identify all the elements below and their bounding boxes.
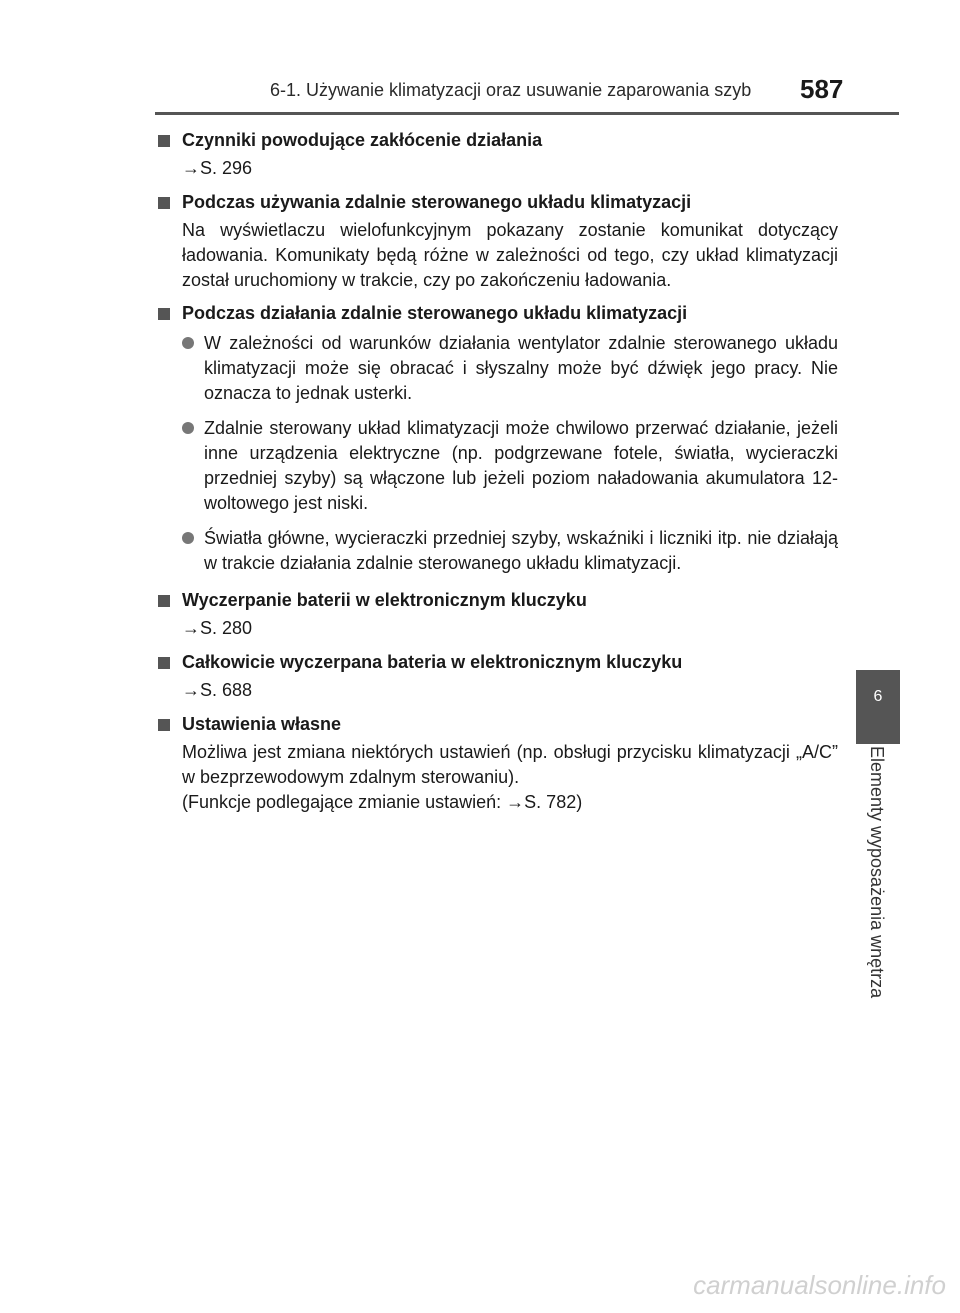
section-key-battery-low (158, 586, 838, 642)
section-paragraph-reference[interactable]: (Funkcje podlegające zmianie ustawień: →S. 782) (182, 792, 583, 812)
page-reference-link[interactable]: →S. 296 (182, 158, 253, 178)
section-paragraph: Możliwa jest zmiana niektórych ustawień (np. obsługi przycisku klimatyzacji „A/C” w bezprzewodowym zdalnym sterowaniu). (182, 742, 838, 787)
square-bullet-icon (158, 719, 170, 731)
chapter-tab[interactable] (856, 670, 900, 744)
section-heading-text: Wyczerpanie baterii w elektronicznym kluczyku (182, 590, 587, 610)
chapter-side-label-text: Elementy wyposażenia wnętrza (867, 746, 887, 999)
section-heading-text: Podczas działania zdalnie sterowanego układu klimatyzacji (182, 303, 688, 323)
page-reference-link[interactable]: →S. 688 (182, 680, 253, 700)
page-number: 587 (800, 74, 844, 104)
section-interference (158, 126, 838, 182)
section-heading-text: Czynniki powodujące zakłócenie działania (182, 130, 543, 150)
section-key-battery-dead (158, 648, 838, 704)
page-header (0, 0, 960, 118)
section-heading (158, 648, 838, 676)
list-item (182, 416, 838, 516)
section-paragraph: Na wyświetlaczu wielofunkcyjnym pokazany zostanie komunikat dotyczący ładowania. Komunikaty będą różne w zależności od tego, czy układ klimatyzacji został uruchomiony w trakcie, czy po zakończeniu ładowania. (182, 220, 838, 290)
section-heading (158, 299, 838, 327)
section-remote-operation (158, 299, 838, 576)
list-item-text: Zdalnie sterowany układ klimatyzacji może chwilowo przerwać działanie, jeżeli inne urządzenia elektryczne (np. podgrzewane fotele, światła, wycieraczki przedniej szyby) są włączone lub jeżeli poziom naładowania akumulatora 12-woltowego jest niski. (204, 418, 838, 513)
square-bullet-icon (158, 135, 170, 147)
list-item (182, 526, 838, 576)
watermark-text: carmanualsonline.info (693, 1270, 946, 1300)
round-bullet-icon (182, 422, 194, 434)
chapter-side-label (856, 746, 900, 1026)
square-bullet-icon (158, 197, 170, 209)
chapter-tab-number: 6 (873, 688, 883, 705)
section-custom-settings (158, 710, 838, 815)
section-remote-use (158, 188, 838, 293)
section-heading-text: Podczas używania zdalnie sterowanego układu klimatyzacji (182, 192, 692, 212)
chapter-title: 6-1. Używanie klimatyzacji oraz usuwanie zaparowania szyb (270, 80, 752, 100)
section-heading (158, 188, 838, 216)
list-item-text: Światła główne, wycieraczki przedniej szyby, wskaźniki i liczniki itp. nie działają w trakcie działania zdalnie sterowanego układu klimatyzacji. (204, 528, 838, 573)
round-bullet-icon (182, 337, 194, 349)
header-divider (155, 112, 899, 115)
list-item-text: W zależności od warunków działania wentylator zdalnie sterowanego układu klimatyzacji może się obracać i słyszalny może być dźwięk jego pracy. Nie oznacza to jednak usterki. (204, 333, 838, 403)
section-heading-text: Całkowicie wyczerpana bateria w elektronicznym kluczyku (182, 652, 683, 672)
square-bullet-icon (158, 308, 170, 320)
page-reference-link[interactable]: →S. 280 (182, 618, 253, 638)
section-heading (158, 126, 838, 154)
round-bullet-icon (182, 532, 194, 544)
section-heading (158, 586, 838, 614)
section-heading-text: Ustawienia własne (182, 714, 342, 734)
section-heading (158, 710, 838, 738)
page-content (158, 126, 838, 821)
square-bullet-icon (158, 595, 170, 607)
square-bullet-icon (158, 657, 170, 669)
list-item (182, 331, 838, 406)
